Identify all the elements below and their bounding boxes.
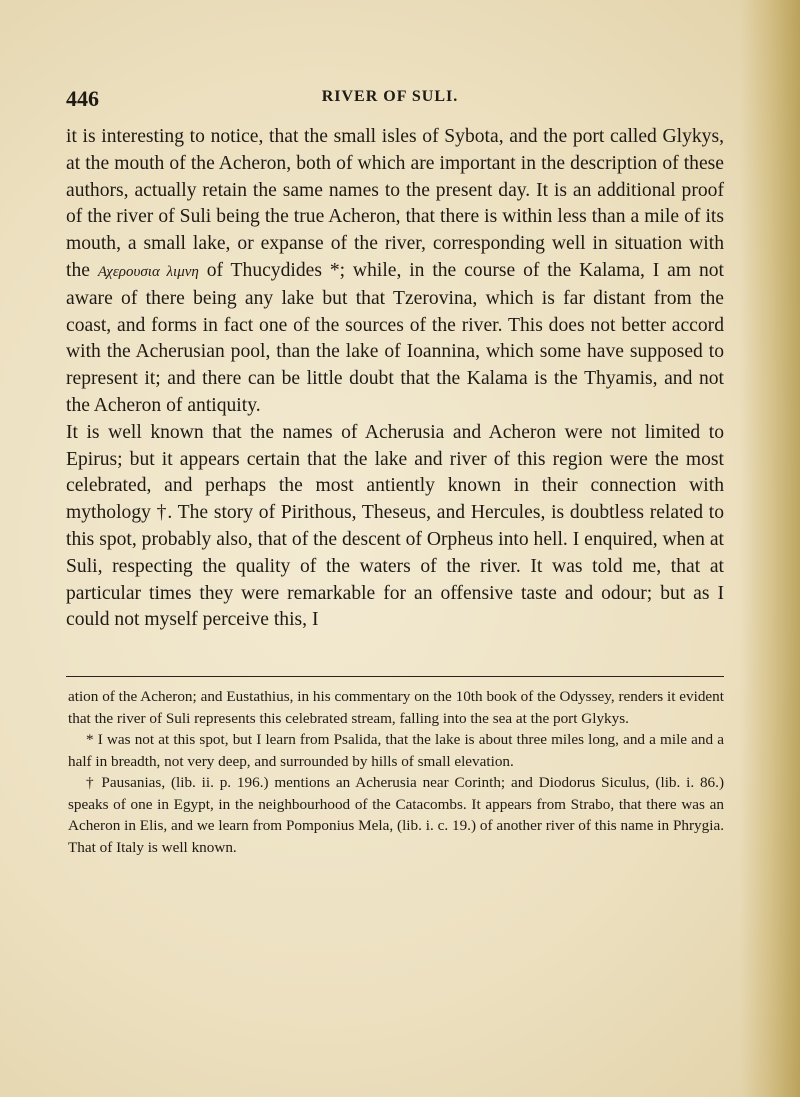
paragraph-2: It is well known that the names of Acherusia and Acheron were not limited to Epirus; but it appears certain that the lake and river of this region were the most celebrated, and perhaps the most antiently known in their connection with mythology †. The story of Pirithous, Theseus, and Hercules, is doubtless related to this spot, probably also, that of the descent of Orpheus into hell. I enquired, when at Suli, respecting the quality of the waters of the river. It was told me, that at particular times they were remarkable for an offensive taste and odour; but as I could not myself perceive this, I <box>66 421 724 631</box>
footnotes <box>68 686 724 858</box>
footnote-dagger: † Pausanias, (lib. ii. p. 196.) mentions an Acherusia near Corinth; and Diodorus Siculus, (lib. i. 86.) speaks of one in Egypt, in the neighbourhood of the Catacombs. It appears from Strabo, that there was an Acheron in Elis, and we learn from Pomponius Mela, (lib. i. c. 19.) of another river of this name in Phrygia. That of Italy is well known. <box>68 774 724 856</box>
greek-phrase: Αχερουσια λιμνη <box>97 263 199 280</box>
running-head <box>60 84 720 114</box>
paragraph-1 <box>66 124 724 420</box>
footnote-star: * I was not at this spot, but I learn from Psalida, that the lake is about three miles long, and a mile and a half in breadth, not very deep, and surrounded by hills of small elevation. <box>68 731 724 770</box>
main-text <box>66 124 724 634</box>
page-number: 446 <box>66 86 99 111</box>
running-title: RIVER OF SULI. <box>321 88 459 105</box>
footnote-rule <box>66 676 724 677</box>
footnote-continuation: ation of the Acheron; and Eustathius, in his commentary on the 10th book of the Odyssey, renders it evident that the river of Suli represents this celebrated stream, falling into the sea at the port Glykys. <box>68 688 724 727</box>
paragraph-1-text-a: it is interesting to notice, that the small isles of Sybota, and the port called Glykys, at the mouth of the Acheron, both of which are important in the description of these authors, actually retain the same names to the present day. It is an additional proof of the river of Suli being the true Acheron, that there is within less than a mile of its mouth, a small lake, or expanse of the river, corresponding well in situation with the <box>66 126 724 281</box>
paragraph-1-text-b: of Thucydides *; while, in the course of the Kalama, I am not aware of there being any lake but that Tzerovina, which is far distant from the coast, and forms in fact one of the sources of the river. This does not better accord with the Acherusian pool, than the lake of Ioannina, which some have supposed to represent it; and there can be little doubt that the Kalama is the Thyamis, and not the Acheron of antiquity. <box>66 259 724 416</box>
